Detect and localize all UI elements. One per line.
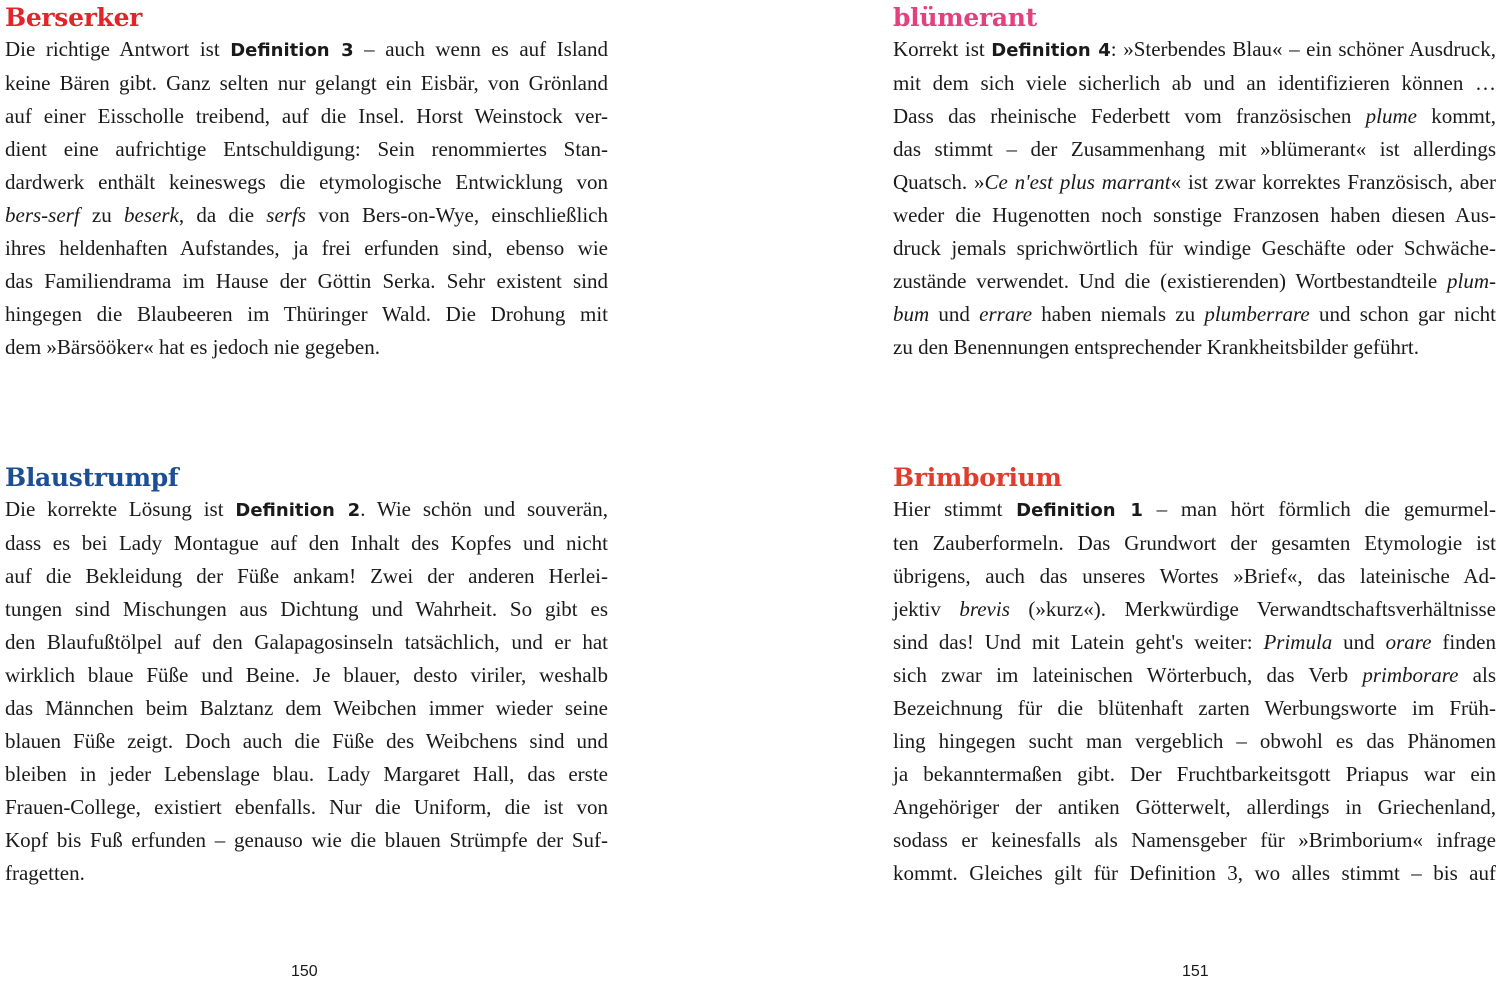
entry-bluemerant (893, 3, 1496, 364)
body-line: blauen Füße zeigt. Doch auch die Füße des Weibchens sind und (5, 729, 608, 753)
body-line: ja bekanntermaßen gibt. Der Fruchtbarkeitsgott Priapus war ein (893, 762, 1496, 786)
body-line: zustände verwendet. Und die (existierenden) Wortbestandteile plum- (893, 269, 1496, 293)
body-line: Korrekt ist Definition 4: »Sterbendes Blau« – ein schöner Ausdruck, (893, 37, 1496, 61)
body-line: Die richtige Antwort ist Definition 3 – auch wenn es auf Island (5, 37, 608, 61)
body-line: sodass er keinesfalls als Namensgeber für »Brimborium« infrage (893, 828, 1496, 852)
body-line: ten Zauberformeln. Das Grundwort der gesamten Etymologie ist (893, 531, 1496, 555)
body-line: fragetten. (5, 861, 85, 885)
entry-title-bluemerant: blümerant (893, 3, 1037, 32)
body-line: das Männchen beim Balztanz dem Weibchen immer wieder seine (5, 696, 608, 720)
body-line: keine Bären gibt. Ganz selten nur gelangt ein Eisbär, von Grönland (5, 71, 608, 95)
body-line: druck jemals sprichwörtlich für windige Geschäfte oder Schwäche- (893, 236, 1496, 260)
body-line: den Blaufußtölpel auf den Galapagosinseln tatsächlich, und er hat (5, 630, 608, 654)
body-line: Angehöriger der antiken Götterwelt, allerdings in Griechenland, (893, 795, 1496, 819)
entry-title-berserker: Berserker (5, 3, 143, 32)
body-line: Die korrekte Lösung ist Definition 2. Wie schön und souverän, (5, 497, 609, 521)
entry-title-brimborium: Brimborium (893, 463, 1062, 492)
body-line: Hier stimmt Definition 1 – man hört förmlich die gemurmel- (893, 497, 1496, 521)
entry-body-blaustrumpf (5, 493, 608, 890)
body-line: weder die Hugenotten noch sonstige Franzosen haben diesen Aus- (893, 203, 1496, 227)
body-line: Bezeichnung für die blütenhaft zarten Werbungsworte im Früh- (893, 696, 1496, 720)
body-line: ihres heldenhaften Aufstandes, ja frei erfunden sind, ebenso wie (5, 236, 608, 260)
body-line: auf die Bekleidung der Füße ankam! Zwei der anderen Herlei- (5, 564, 608, 588)
body-line: Quatsch. »Ce n'est plus marrant« ist zwar korrektes Französisch, aber (893, 170, 1496, 194)
entry-body-brimborium (893, 493, 1496, 890)
body-line: Kopf bis Fuß erfunden – genauso wie die blauen Strümpfe der Suf- (5, 828, 608, 852)
body-line: dem »Bärsööker« hat es jedoch nie gegeben. (5, 335, 380, 359)
body-line: bum und errare haben niemals zu plumberrare und schon gar nicht (893, 302, 1497, 326)
entry-body-berserker (5, 33, 608, 364)
body-line: das Familiendrama im Hause der Göttin Serka. Sehr existent sind (5, 269, 608, 293)
entry-berserker (5, 3, 608, 364)
page-number-left: 150 (291, 963, 318, 980)
body-line: dass es bei Lady Montague auf den Inhalt des Kopfes und nicht (5, 531, 608, 555)
body-line: ling hingegen sucht man vergeblich – obwohl es das Phänomen (893, 729, 1496, 753)
body-line: sind das! Und mit Latein geht's weiter: Primula und orare finden (893, 630, 1497, 654)
entry-brimborium (893, 463, 1496, 890)
body-line: wirklich blaue Füße und Beine. Je blauer, desto viriler, weshalb (5, 663, 608, 687)
body-line: übrigens, auch das unseres Wortes »Brief«, das lateinische Ad- (893, 564, 1496, 588)
body-line: kommt. Gleiches gilt für Definition 3, wo alles stimmt – bis auf (893, 861, 1496, 885)
page-number-right: 151 (1182, 963, 1209, 980)
body-line: das stimmt – der Zusammenhang mit »blümerant« ist allerdings (893, 137, 1496, 161)
body-line: sich zwar im lateinischen Wörterbuch, das Verb primborare als (893, 663, 1496, 687)
body-line: dardwerk enthält keineswegs die etymologische Entwicklung von (5, 170, 608, 194)
body-line: dient eine aufrichtige Entschuldigung: Sein renommiertes Stan- (5, 137, 608, 161)
body-line: tungen sind Mischungen aus Dichtung und Wahrheit. So gibt es (5, 597, 608, 621)
entry-blaustrumpf (5, 463, 608, 890)
body-line: bers-serf zu beserk, da die serfs von Bers-on-Wye, einschließlich (5, 203, 608, 227)
entry-title-blaustrumpf: Blaustrumpf (5, 463, 179, 492)
body-line: hingegen die Blaubeeren im Thüringer Wald. Die Drohung mit (5, 302, 608, 326)
body-line: jektiv brevis (»kurz«). Merkwürdige Verwandtschaftsverhältnisse (893, 597, 1496, 621)
body-line: Dass das rheinische Federbett vom französischen plume kommt, (893, 104, 1496, 128)
body-line: zu den Benennungen entsprechender Krankheitsbilder geführt. (893, 335, 1419, 359)
body-line: Frauen-College, existiert ebenfalls. Nur die Uniform, die ist von (5, 795, 608, 819)
body-line: mit dem sich viele sicherlich ab und an identifizieren können … (893, 71, 1496, 95)
entry-body-bluemerant (893, 33, 1496, 364)
body-line: auf einer Eisscholle treibend, auf die Insel. Horst Weinstock ver- (5, 104, 608, 128)
body-line: bleiben in jeder Lebenslage blau. Lady Margaret Hall, das erste (5, 762, 608, 786)
